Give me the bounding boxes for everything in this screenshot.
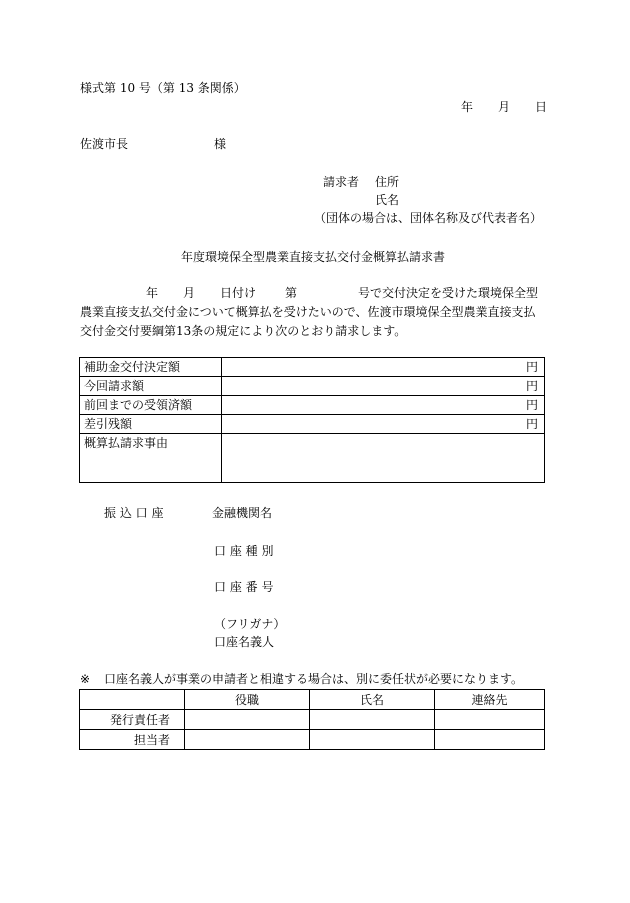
yen-unit: 円: [525, 379, 538, 393]
staff-position-cell[interactable]: [185, 730, 310, 750]
yen-unit: 円: [525, 417, 538, 431]
claimant-address-label: 住所: [375, 175, 400, 189]
note-mark: ※: [80, 672, 91, 686]
header-contact: 連絡先: [435, 690, 545, 710]
bank-account-type-label: 口 座 種 別: [214, 544, 274, 558]
document-title: 年度環境保全型農業直接支払交付金概算払請求書: [180, 250, 446, 264]
corner-cell: [80, 690, 185, 710]
staff-name-cell[interactable]: [310, 730, 435, 750]
date-day-label: 日: [535, 100, 548, 114]
body-line3: 交付金交付要綱第13条の規定により次のとおり請求します。: [80, 324, 407, 338]
issuer-position-cell[interactable]: [185, 710, 310, 730]
row-issuer-label: 発行責任者: [80, 710, 185, 730]
table-row: [80, 358, 545, 377]
amount-row-label: 前回までの受領済額: [80, 396, 222, 415]
table-row: [80, 690, 545, 710]
bank-institution-label: 金融機関名: [212, 506, 273, 520]
reason-label: 概算払請求事由: [80, 434, 222, 483]
claimant-name-label: 氏名: [375, 193, 400, 207]
amount-row-value[interactable]: [222, 358, 545, 377]
body-line2: 農業直接支払交付金について概算払を受けたいので、佐渡市環境保全型農業直接支払: [80, 305, 536, 319]
amount-row-value[interactable]: [222, 377, 545, 396]
claimant-note: （団体の場合は、団体名称及び代表者名）: [314, 211, 543, 225]
body-line1: 号で交付決定を受けた環境保全型: [358, 286, 539, 300]
table-row: [80, 730, 545, 750]
date-month-label: 月: [498, 100, 511, 114]
amount-row-value[interactable]: [222, 396, 545, 415]
bank-holder-label: 口座名義人: [214, 635, 275, 649]
date-year-label: 年: [461, 100, 474, 114]
header-name: 氏名: [310, 690, 435, 710]
amount-row-value[interactable]: [222, 415, 545, 434]
table-row: [80, 415, 545, 434]
amount-row-label: 差引残額: [80, 415, 222, 434]
contact-table: [79, 689, 545, 750]
bank-heading: 振 込 口 座: [104, 506, 164, 520]
note-text: 口座名義人が事業の申請者と相違する場合は、別に委任状が必要になります。: [104, 672, 524, 686]
body-number-prefix: 第: [285, 286, 298, 300]
body-date-year: 年: [146, 286, 159, 300]
header-position: 役職: [185, 690, 310, 710]
issuer-contact-cell[interactable]: [435, 710, 545, 730]
yen-unit: 円: [525, 398, 538, 412]
claimant-label: 請求者: [323, 175, 360, 189]
table-row: [80, 377, 545, 396]
body-date-suffix: 日付け: [220, 286, 257, 300]
table-row: [80, 396, 545, 415]
form-number: 様式第 10 号（第 13 条関係）: [80, 81, 246, 95]
yen-unit: 円: [525, 360, 538, 374]
addressee-name: 佐渡市長: [80, 137, 129, 151]
addressee-honorific: 様: [214, 137, 227, 151]
reason-field[interactable]: [222, 434, 545, 483]
amount-table: [79, 357, 545, 483]
table-row: [80, 710, 545, 730]
table-row: [80, 434, 545, 483]
issuer-name-cell[interactable]: [310, 710, 435, 730]
staff-contact-cell[interactable]: [435, 730, 545, 750]
amount-row-label: 補助金交付決定額: [80, 358, 222, 377]
bank-furigana-label: （フリガナ）: [214, 617, 286, 631]
body-date-month: 月: [183, 286, 196, 300]
row-staff-label: 担当者: [80, 730, 185, 750]
bank-account-number-label: 口 座 番 号: [214, 580, 274, 594]
amount-row-label: 今回請求額: [80, 377, 222, 396]
